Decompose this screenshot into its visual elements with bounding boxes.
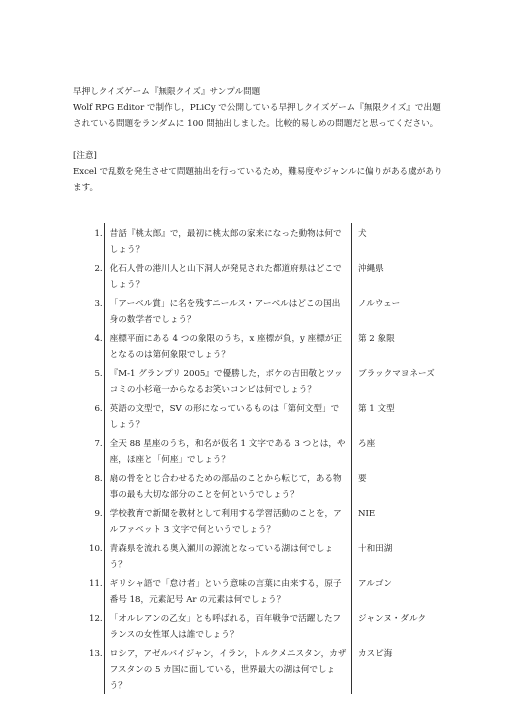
- question-text: 全天 88 星座のうち，和名が仮名 1 文字である 3 つとは，や座，ほ座と「何座」でしょう？: [104, 433, 352, 468]
- question-row: [73, 503, 445, 538]
- question-number: 7.: [94, 439, 103, 449]
- answer-text: 犬: [357, 229, 367, 239]
- question-text: 座標平面にある 4 つの象限のうち，x 座標が負，y 座標が正となるのは第何象限でしょう？: [104, 328, 352, 363]
- answer-text: ろ座: [357, 439, 376, 449]
- answer-text: カスピ海: [357, 649, 393, 659]
- answer-text: 十和田湖: [357, 544, 393, 554]
- question-text: ギリシャ語で「怠け者」という意味の言葉に由来する，原子番号 18，元素記号 Ar の元素は何でしょう？: [104, 573, 352, 608]
- question-row: [73, 398, 445, 433]
- question-text: 扇の骨をとじ合わせるための部品のことから転じて，ある物事の最も大切な部分のことを何というでしょう？: [104, 468, 352, 503]
- question-text: 英語の文型で，SV の形になっているものは「第何文型」でしょう？: [104, 398, 352, 433]
- question-number: 8.: [94, 474, 103, 484]
- question-row: [73, 433, 445, 468]
- question-row: [73, 293, 445, 328]
- note-body: Excel で乱数を発生させて問題抽出を行っているため，難易度やジャンルに偏りがある虞があります。: [73, 167, 443, 193]
- note-heading: [注意]: [73, 151, 97, 161]
- question-text: 「オルレアンの乙女」とも呼ばれる，百年戦争で活躍したフランスの女性軍人は誰でしょう？: [104, 608, 352, 643]
- question-number: 1.: [94, 229, 103, 239]
- intro-section: [73, 84, 445, 196]
- question-number: 6.: [94, 404, 103, 414]
- question-text: 青森県を流れる奥入瀬川の源流となっている湖は何でしょう？: [104, 538, 352, 573]
- question-text: 化石人骨の港川人と山下洞人が発見された都道府県はどこでしょう？: [104, 258, 352, 293]
- question-row: [73, 223, 445, 258]
- question-row: [73, 538, 445, 573]
- answer-text: ブラックマヨネーズ: [357, 369, 435, 379]
- question-row: [73, 573, 445, 608]
- question-number: 4.: [94, 334, 103, 344]
- question-text: ロシア，アゼルバイジャン，イラン，トルクメニスタン，カザフスタンの 5 カ国に面している，世界最大の湖は何でしょう？: [104, 643, 352, 694]
- question-table: [73, 223, 445, 694]
- answer-text: 第 2 象限: [357, 334, 395, 344]
- question-number: 13.: [89, 649, 103, 659]
- question-text: 『M-1 グランプリ 2005』で優勝した，ボケの吉田敬とツッコミの小杉竜一からなるお笑いコンビは何でしょう？: [104, 363, 352, 398]
- question-row: [73, 328, 445, 363]
- answer-text: ジャンヌ・ダルク: [357, 614, 427, 624]
- answer-text: 要: [357, 474, 367, 484]
- question-row: [73, 643, 445, 694]
- answer-text: アルゴン: [357, 579, 393, 589]
- question-text: 昔話『桃太郎』で，最初に桃太郎の家来になった動物は何でしょう？: [104, 223, 352, 258]
- question-number: 10.: [89, 544, 103, 554]
- question-row: [73, 468, 445, 503]
- question-text: 学校教育で新聞を教材として利用する学習活動のことを，アルファベット 3 文字で何というでしょう？: [104, 503, 352, 538]
- answer-text: 第 1 文型: [357, 404, 395, 414]
- question-row: [73, 258, 445, 293]
- answer-text: 沖縄県: [357, 264, 384, 274]
- question-row: [73, 363, 445, 398]
- question-number: 2.: [94, 264, 103, 274]
- answer-text: NIE: [357, 509, 376, 519]
- intro-description: Wolf RPG Editor で制作し，PLiCy で公開している早押しクイズゲーム『無限クイズ』で出題されている問題をランダムに 100 問抽出しました。比較的易しめの問題だと思ってください。: [73, 103, 441, 129]
- question-number: 9.: [94, 509, 103, 519]
- question-number: 12.: [89, 614, 103, 624]
- question-number: 11.: [89, 579, 103, 589]
- question-text: 「アーベル賞」に名を残すニールス・アーベルはどこの国出身の数学者でしょう？: [104, 293, 352, 328]
- question-number: 5.: [94, 369, 103, 379]
- question-row: [73, 608, 445, 643]
- document-title: 早押しクイズゲーム『無限クイズ』サンプル問題: [73, 87, 261, 97]
- answer-text: ノルウェー: [357, 299, 401, 309]
- question-number: 3.: [94, 299, 103, 309]
